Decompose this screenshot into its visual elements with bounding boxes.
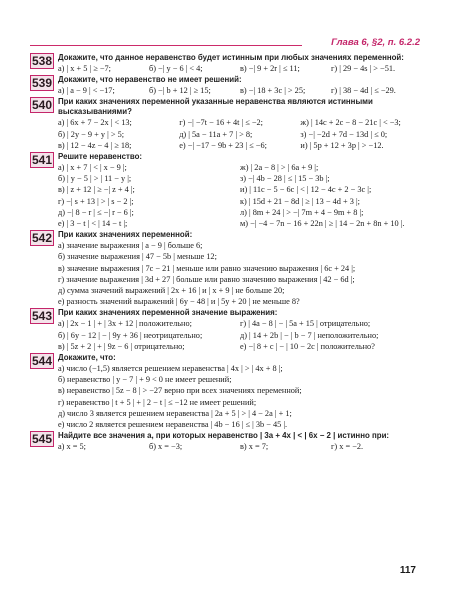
problem-item: а) | x + 7 | < | x − 9 |; [58, 163, 127, 173]
problem-row [58, 330, 422, 341]
problem-item: е) −| −17 − 9b + 23 | ≤ −6; [179, 140, 267, 150]
problem-item: а) x = 5; [58, 442, 86, 452]
problem-body [58, 353, 422, 430]
problem-item: е) −| 8 + c | − | 10 − 2c | положительно? [240, 341, 375, 351]
problem-item: к) | 15d + 21 − 8d | ≥ | 13 − 4d + 3 |; [240, 196, 360, 206]
problem-row [58, 85, 422, 96]
problem-item: и) | 11c − 5 − 6c | < | 12 − 4c + 2 − 3c |; [240, 185, 372, 195]
problem-item: е) | 3 − t | < | 14 − t |; [58, 219, 128, 229]
problem-item: б) x = −3; [149, 442, 183, 452]
header-rule [30, 45, 302, 46]
problem-540 [30, 97, 422, 151]
problem-number: 539 [32, 76, 53, 91]
problem-item: д) −| 8 − r | ≤ −| r − 6 |; [58, 207, 134, 217]
problem-row [58, 363, 422, 374]
problem-row [58, 318, 422, 329]
problem-row [58, 251, 422, 262]
page-number: 117 [399, 565, 416, 576]
problem-item: ж) | 2a − 8 | > | 6a + 9 |; [240, 163, 319, 173]
problem-row [58, 240, 422, 251]
problem-question: Найдите все значения a, при которых неравенство | 3a + 4x | < | 6x − 2 | истинно при: [58, 431, 390, 441]
problem-item: д) число 3 является решением неравенства | 2a + 5 | > | 4 − 2a | + 1; [58, 408, 292, 418]
problem-item: г) −| s + 13 | > | s − 2 |; [58, 196, 134, 206]
problem-item: а) число (−1,5) является решением неравенства | 4x | > | 4x + 8 |; [58, 364, 283, 374]
problem-item: а) | 6x + 7 − 2x | < 13; [58, 118, 132, 128]
problem-item: в) x = 7; [240, 442, 269, 452]
problem-row [58, 408, 422, 419]
problem-item: д) сумма значений выражений | 2x + 16 | и | x + 9 | не больше 20; [58, 286, 285, 296]
problem-543 [30, 308, 422, 352]
problem-item: г) −| −7t − 16 + 4t | ≤ −2; [179, 118, 263, 128]
problem-row [58, 441, 422, 452]
problem-item: д) | 5a − 11a + 7 | > 8; [179, 129, 253, 139]
problem-number: 540 [32, 98, 53, 113]
problem-item: в) −| 9 + 2r | ≤ 11; [240, 64, 300, 73]
problem-item: г) | 38 − 4d | ≤ −29. [331, 86, 396, 96]
problem-544 [30, 353, 422, 430]
problem-number: 545 [32, 432, 53, 447]
problem-item: з) −| −2d + 7d − 13d | ≤ 0; [300, 129, 388, 139]
problem-item: ж) | 14c + 2c − 8 − 21c | < −3; [300, 118, 401, 128]
problem-item: м) −| −4 − 7n − 16 + 22n | ≥ | 14 − 2n + 8n + 10 |. [240, 219, 405, 229]
problem-row [58, 285, 422, 296]
problem-row [58, 129, 422, 140]
problem-row [58, 419, 422, 430]
problem-item: б) | 2y − 9 + y | > 5; [58, 129, 125, 139]
problem-item: б) −| y − 6 | < 4; [149, 64, 203, 73]
problem-row [58, 184, 422, 195]
problem-item: д) | 14 + 2b | − | b − 7 | неположительно; [240, 330, 379, 340]
problem-row [58, 117, 422, 128]
problem-item: г) x = −2. [331, 442, 364, 452]
problem-539 [30, 75, 422, 96]
problem-row [58, 218, 422, 229]
problem-body [58, 308, 422, 352]
problem-item: в) | 5z + 2 | + | 9z − 6 | отрицательно; [58, 341, 185, 351]
problem-item: а) | x + 5 | ≥ −7; [58, 64, 111, 73]
problem-item: в) значение выражения | 7c − 21 | меньше или равно значению выражения | 6c + 24 |; [58, 263, 356, 273]
problem-row [58, 207, 422, 218]
problem-question: Докажите, что неравенство не имеет решений: [58, 75, 242, 85]
problem-question: При каких значениях переменной: [58, 230, 193, 240]
problem-question: При каких значениях переменной значение выражения: [58, 308, 278, 318]
problem-question: Докажите, что: [58, 353, 116, 363]
problem-538 [30, 53, 422, 74]
problem-541 [30, 152, 422, 229]
problem-number: 538 [32, 54, 53, 68]
problem-question: При каких значениях переменной указанные неравенства являются истинными высказываниями? [58, 97, 373, 117]
problem-item: г) неравенство | t + 5 | + | 2 − t | ≤ −12 не имеет решений; [58, 397, 257, 407]
problem-row [58, 274, 422, 285]
problem-body [58, 53, 422, 74]
problem-question: Докажите, что данное неравенство будет истинным при любых значениях переменной: [58, 53, 404, 62]
problems-list [30, 52, 422, 452]
problem-question: Решите неравенство: [58, 152, 143, 162]
problem-row [58, 63, 422, 74]
problem-row [58, 263, 422, 274]
problem-item: в) | 12 − 4z − 4 | ≥ 18; [58, 140, 132, 150]
problem-item: е) число 2 является решением неравенства | 4b − 16 | ≤ | 3b − 45 |. [58, 420, 288, 430]
problem-body [58, 431, 422, 452]
problem-item: б) неравенство | y − 7 | + 9 < 0 не имеет решений; [58, 375, 232, 385]
problem-item: б) −| b + 12 | ≥ 15; [149, 86, 211, 96]
problem-item: б) значение выражения | 47 − 5b | меньше 12; [58, 252, 217, 262]
problem-number: 541 [32, 153, 53, 168]
problem-body [58, 152, 422, 229]
problem-row [58, 374, 422, 385]
problem-item: б) | 6y − 12 | − | 9y + 36 | неотрицательно; [58, 330, 203, 340]
problem-item: в) неравенство | 5z − 8 | > −27 верно при всех значениях переменной; [58, 386, 302, 396]
problem-number: 543 [32, 309, 53, 324]
problem-number: 544 [32, 354, 53, 369]
page-header [30, 38, 420, 52]
problem-row [58, 385, 422, 396]
problem-item: а) | 2x − 1 | + | 3x + 12 | положительно; [58, 319, 192, 329]
problem-item: г) значение выражения | 3d + 27 | больше или равно значению выражения | 42 − 6d |; [58, 274, 355, 284]
problem-body [58, 97, 422, 151]
problem-545 [30, 431, 422, 452]
problem-item: г) | 29 − 4s | > −51. [331, 64, 396, 73]
problem-item: и) | 5p + 12 + 3p | > −12. [300, 140, 384, 150]
problem-row [58, 397, 422, 408]
problem-item: л) | 8m + 24 | > −| 7m + 4 − 9m + 8 |; [240, 207, 364, 217]
problem-row [58, 341, 422, 352]
problem-row [58, 196, 422, 207]
problem-row [58, 296, 422, 307]
problem-body [58, 230, 422, 307]
problem-body [58, 75, 422, 96]
chapter-title: Глава 6, §2, п. 6.2.2 [331, 37, 420, 48]
problem-number: 542 [32, 231, 53, 246]
problem-item: г) | 4a − 8 | − | 5a + 15 | отрицательно; [240, 319, 371, 329]
problem-542 [30, 230, 422, 307]
problem-row [58, 173, 422, 184]
problem-item: в) | z + 12 | ≥ −| z + 4 |; [58, 185, 135, 195]
problem-row [58, 140, 422, 151]
problem-item: а) значение выражения | a − 9 | больше 6; [58, 241, 203, 251]
problem-row [58, 162, 422, 173]
problem-item: а) | a − 9 | < −17; [58, 86, 115, 96]
problem-item: в) −| 18 + 3c | > 25; [240, 86, 306, 96]
problem-item: е) разность значений выражений | 6y − 48 | и | 5y + 20 | не меньше 8? [58, 297, 300, 307]
problem-item: з) −| 4b − 28 | ≤ | 15 − 3b |; [240, 174, 330, 184]
problem-item: б) | y − 5 | > | 11 − y |; [58, 174, 132, 184]
